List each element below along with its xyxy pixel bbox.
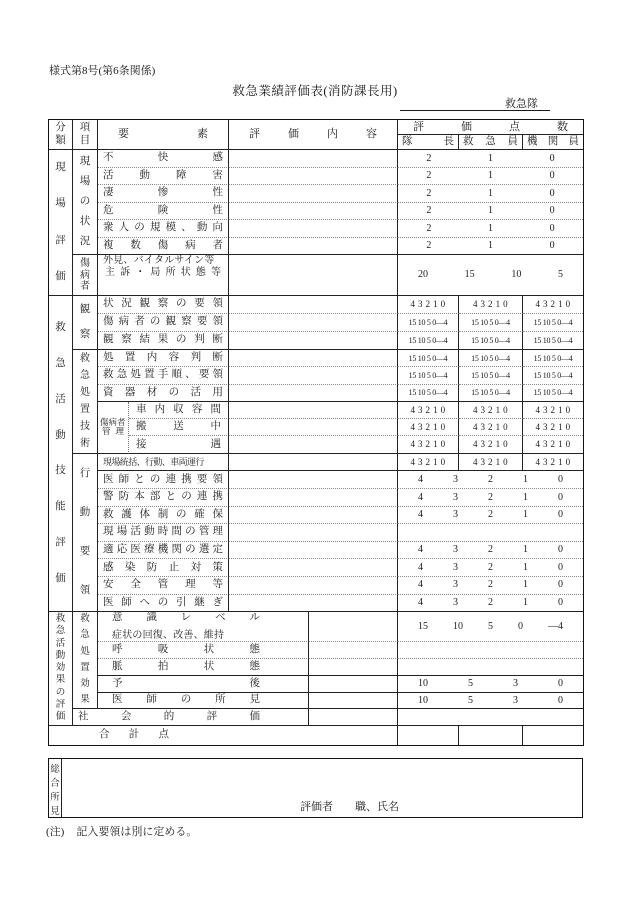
header-item: 項 目 bbox=[73, 120, 98, 150]
score-cell: 15 10 5 0―4 bbox=[459, 314, 523, 332]
header-class: 分 類 bbox=[49, 120, 73, 150]
score-cell: 15 10 5 0―4 bbox=[459, 332, 523, 350]
content-cell bbox=[229, 507, 398, 525]
score-cell: 15 10 5 0―4 bbox=[523, 314, 583, 332]
item-label-scene-situation: 現 場 の 状 況 bbox=[73, 150, 98, 255]
row-label: 傷 病 者 の 観 察 要 領 bbox=[98, 314, 229, 332]
row-label: 意 識 レ ベ ル 症状の回復、改善、維持 bbox=[98, 612, 309, 642]
content-cell bbox=[309, 659, 398, 676]
score-cell: 15 10 5 0―4 bbox=[398, 314, 459, 332]
item-label-action: 行 動 要 領 bbox=[73, 454, 98, 612]
content-cell bbox=[229, 314, 398, 332]
content-cell bbox=[229, 402, 398, 419]
unit-label: 救急隊 bbox=[505, 98, 538, 110]
row-label-social: 社 会 的 評 価 bbox=[73, 709, 309, 726]
score-cell: 4 3 2 1 0 bbox=[523, 454, 583, 472]
score-cell: 4 3 2 1 0 bbox=[459, 436, 523, 453]
unit-name-line bbox=[400, 95, 550, 111]
content-cell bbox=[309, 709, 398, 726]
score-cell: 15 10 5 0―4 bbox=[459, 350, 523, 367]
content-cell bbox=[229, 332, 398, 350]
content-cell bbox=[229, 220, 398, 238]
evaluator-fields-label: 職、氏名 bbox=[355, 801, 399, 813]
row-label: 安 全 管 理 等 bbox=[98, 577, 229, 595]
row-label: 警 防 本 部 と の 連 携 bbox=[98, 489, 229, 507]
row-label: 衆 人 の 規 模 、 動 向 bbox=[98, 220, 229, 238]
header-sub-engineer: 機 関 員 bbox=[523, 135, 583, 150]
content-cell bbox=[229, 367, 398, 384]
row-label: 外見、バイタルサイン等 主 訴 ・ 局 所 状 態 等 bbox=[98, 255, 229, 296]
item-label-observation: 観 察 bbox=[73, 296, 98, 350]
overall-findings-label: 総 合 所 見 bbox=[49, 759, 62, 817]
score-cell: 2 1 0 bbox=[398, 238, 583, 256]
score-cell: 4 3 2 1 0 bbox=[398, 559, 583, 577]
score-cell: 15 10 5 0 ―4 bbox=[398, 612, 583, 642]
score-cell: 15 10 5 0―4 bbox=[459, 367, 523, 384]
score-cell bbox=[398, 642, 583, 659]
content-cell bbox=[229, 350, 398, 367]
score-cell: 4 3 2 1 0 bbox=[459, 419, 523, 436]
row-label: 観 察 結 果 の 判 断 bbox=[98, 332, 229, 350]
score-cell: 4 3 2 1 0 bbox=[459, 402, 523, 419]
form-number: 様式第8号(第6条関係) bbox=[49, 65, 156, 77]
row-label: 医 師 と の 連 携 要 領 bbox=[98, 471, 229, 489]
content-cell bbox=[309, 676, 398, 693]
page-title: 救急業績評価表(消防課長用) bbox=[232, 84, 398, 98]
score-cell: 4 3 2 1 0 bbox=[459, 296, 523, 314]
category-label-skill: 救 急 活 動 技 能 評 価 bbox=[49, 296, 73, 612]
score-cell: 2 1 0 bbox=[398, 203, 583, 221]
row-label: 脈 拍 状 態 bbox=[98, 659, 309, 676]
content-cell bbox=[229, 489, 398, 507]
header-content: 評 価 内 容 bbox=[229, 120, 398, 150]
item-label-treatment-effect: 救 急 処 置 効 果 bbox=[73, 612, 98, 709]
row-label: 複 数 傷 病 者 bbox=[98, 238, 229, 256]
score-cell: 4 3 2 1 0 bbox=[398, 507, 583, 525]
score-cell: 4 3 2 1 0 bbox=[459, 454, 523, 472]
item-label-treatment: 救 急 処 置 技 術 bbox=[73, 350, 98, 454]
score-cell: 4 3 2 1 0 bbox=[398, 542, 583, 560]
row-label: 不 快 感 bbox=[98, 150, 229, 168]
score-cell: 4 3 2 1 0 bbox=[523, 296, 583, 314]
row-label: 現 場 活 動 時 間 の 管 理 bbox=[98, 524, 229, 542]
total-score-cell bbox=[523, 726, 583, 745]
score-cell: 15 10 5 0―4 bbox=[459, 385, 523, 402]
score-cell: 4 3 2 1 0 bbox=[398, 402, 459, 419]
content-cell bbox=[229, 296, 398, 314]
score-cell: 10 5 3 0 bbox=[398, 693, 583, 710]
item-label-patient: 傷 病 者 bbox=[73, 255, 98, 296]
category-label-scene: 現 場 評 価 bbox=[49, 150, 73, 296]
score-cell: 20 15 10 5 bbox=[398, 255, 583, 296]
row-label: 凄 惨 性 bbox=[98, 185, 229, 203]
score-cell: 4 3 2 1 0 bbox=[398, 489, 583, 507]
score-cell: 4 3 2 1 0 bbox=[398, 436, 459, 453]
total-score-cell bbox=[398, 726, 459, 745]
row-label: 状 況 観 察 の 要 領 bbox=[98, 296, 229, 314]
content-cell bbox=[309, 612, 398, 642]
total-score-cell bbox=[459, 726, 523, 745]
row-label: 接 遇 bbox=[129, 436, 229, 453]
row-label: 予 後 bbox=[98, 676, 309, 693]
content-cell bbox=[229, 150, 398, 168]
sub-group-label-patient-management: 傷病者 管 理 bbox=[98, 402, 129, 454]
score-cell: 4 3 2 1 0 bbox=[398, 296, 459, 314]
footnote-text: 記入要領は別に定める。 bbox=[76, 826, 198, 838]
row-label: 現場統括、行動、車両運行 bbox=[98, 454, 229, 472]
score-cell: 15 10 5 0―4 bbox=[398, 385, 459, 402]
total-row-label: 合 計 点 bbox=[49, 726, 398, 745]
row-label: 資 器 材 の 活 用 bbox=[98, 385, 229, 402]
score-cell: 2 1 0 bbox=[398, 150, 583, 168]
score-cell: 15 10 5 0―4 bbox=[398, 367, 459, 384]
header-sub-member: 救 急 員 bbox=[459, 135, 523, 150]
content-cell bbox=[229, 238, 398, 256]
content-cell bbox=[229, 203, 398, 221]
content-cell bbox=[229, 471, 398, 489]
row-label: 搬 送 中 bbox=[129, 419, 229, 436]
content-cell bbox=[229, 559, 398, 577]
content-cell bbox=[229, 542, 398, 560]
row-label: 医 師 へ の 引 継 ぎ bbox=[98, 595, 229, 613]
score-cell: 4 3 2 1 0 bbox=[398, 471, 583, 489]
content-cell bbox=[229, 524, 398, 542]
footnote-marker: (注) bbox=[46, 826, 65, 838]
score-cell: 4 3 2 1 0 bbox=[398, 577, 583, 595]
score-cell: 2 1 0 bbox=[398, 185, 583, 203]
score-cell: 15 10 5 0―4 bbox=[398, 332, 459, 350]
row-label: 感 染 防 止 対 策 bbox=[98, 559, 229, 577]
score-cell bbox=[398, 659, 583, 676]
content-cell bbox=[229, 595, 398, 613]
score-cell: 10 5 3 0 bbox=[398, 676, 583, 693]
row-label: 呼 吸 状 態 bbox=[98, 642, 309, 659]
header-sub-leader: 隊 長 bbox=[398, 135, 459, 150]
score-cell: 15 10 5 0―4 bbox=[523, 385, 583, 402]
overall-findings-area bbox=[62, 759, 582, 817]
score-cell: 15 10 5 0―4 bbox=[398, 350, 459, 367]
row-label: 医 師 の 所 見 bbox=[98, 693, 309, 710]
score-cell: 4 3 2 1 0 bbox=[398, 419, 459, 436]
row-label: 危 険 性 bbox=[98, 203, 229, 221]
header-points: 評 価 点 数 bbox=[398, 120, 583, 135]
score-cell bbox=[398, 524, 583, 542]
row-label: 救 護 体 制 の 確 保 bbox=[98, 507, 229, 525]
row-label: 処 置 内 容 判 断 bbox=[98, 350, 229, 367]
category-label-effect: 救 急 活 動 効 果 の 評 価 bbox=[49, 612, 73, 726]
row-label: 車 内 収 容 間 bbox=[129, 402, 229, 419]
score-cell: 4 3 2 1 0 bbox=[398, 454, 459, 472]
score-cell bbox=[398, 709, 583, 726]
content-cell bbox=[229, 385, 398, 402]
footnote bbox=[46, 823, 197, 839]
score-cell: 2 1 0 bbox=[398, 220, 583, 238]
score-cell: 4 3 2 1 0 bbox=[523, 419, 583, 436]
evaluation-table bbox=[48, 119, 584, 746]
score-cell: 15 10 5 0―4 bbox=[523, 367, 583, 384]
content-cell bbox=[229, 168, 398, 186]
score-cell: 4 3 2 1 0 bbox=[523, 436, 583, 453]
content-cell bbox=[229, 185, 398, 203]
row-label: 活 動 障 害 bbox=[98, 168, 229, 186]
score-cell: 15 10 5 0―4 bbox=[523, 350, 583, 367]
score-cell: 4 3 2 1 0 bbox=[523, 402, 583, 419]
row-label: 適 応 医 療 機 関 の 選 定 bbox=[98, 542, 229, 560]
score-cell: 15 10 5 0―4 bbox=[523, 332, 583, 350]
content-cell bbox=[309, 642, 398, 659]
score-cell: 4 3 2 1 0 bbox=[398, 595, 583, 613]
row-label: 救 急 処 置 手 順 、 要 領 bbox=[98, 367, 229, 384]
content-cell bbox=[229, 454, 398, 472]
content-cell bbox=[229, 577, 398, 595]
content-cell bbox=[309, 693, 398, 710]
header-element: 要 素 bbox=[98, 120, 229, 150]
content-cell bbox=[229, 436, 398, 453]
content-cell bbox=[229, 255, 398, 296]
content-cell bbox=[229, 419, 398, 436]
score-cell: 2 1 0 bbox=[398, 168, 583, 186]
evaluator-label: 評価者 bbox=[300, 801, 333, 813]
overall-findings-box bbox=[48, 758, 583, 818]
